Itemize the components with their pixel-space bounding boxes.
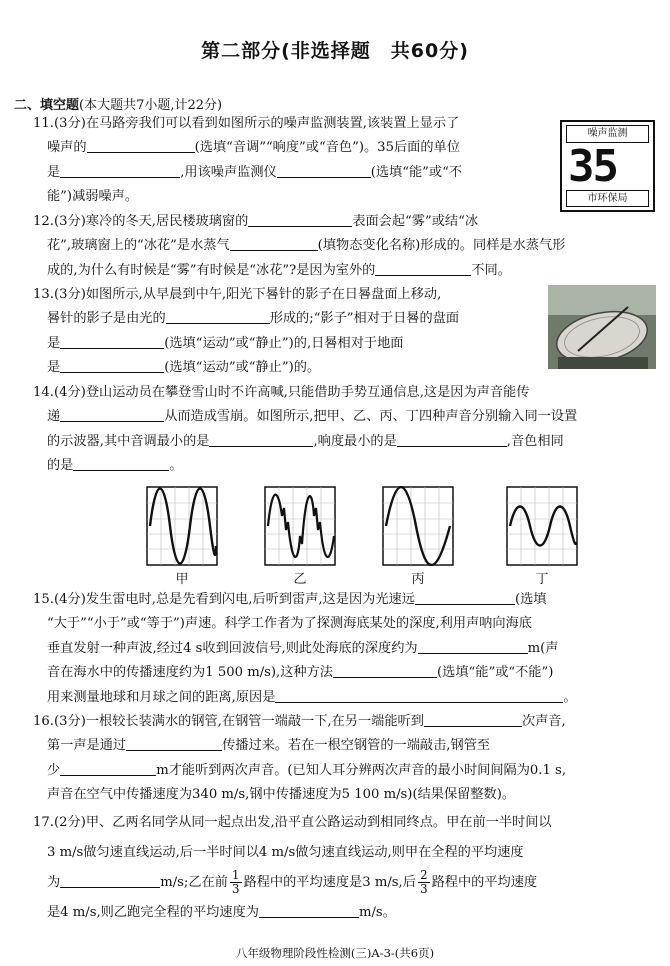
question-text: 是 xyxy=(47,164,61,180)
question-text: 发生雷电时,总是先看到闪电,后听到雷声,这是因为光速远 xyxy=(85,592,415,607)
question-text: (选填 xyxy=(514,592,547,607)
question-score: (4分) xyxy=(53,385,86,400)
answer-blank[interactable] xyxy=(60,407,164,422)
question-12 xyxy=(33,210,657,283)
waveform-jia xyxy=(146,486,218,566)
question-text: 是 xyxy=(47,360,61,376)
answer-blank[interactable] xyxy=(397,432,507,447)
fraction-two-thirds xyxy=(418,869,430,896)
answer-blank[interactable] xyxy=(166,309,270,324)
section-title: 二、填空题 xyxy=(14,98,80,113)
waveform-label: 甲 xyxy=(175,572,189,587)
monitor-footer: 市环保局 xyxy=(566,190,649,207)
answer-blank[interactable] xyxy=(418,639,528,654)
answer-blank[interactable] xyxy=(60,761,156,776)
question-text: ,音色相同 xyxy=(506,433,564,449)
question-number: 12. xyxy=(33,214,54,229)
question-text: (选填“运动”或“静止”)的,日晷相对于地面 xyxy=(164,335,404,351)
question-text: 为 xyxy=(47,875,61,890)
waveform-label: 乙 xyxy=(293,572,307,587)
answer-blank[interactable] xyxy=(209,432,313,447)
answer-blank[interactable] xyxy=(60,334,164,349)
waveform-bing xyxy=(382,486,454,566)
question-text: 第一声是通过 xyxy=(47,738,127,754)
question-text: 传播过来。若在一根空钢管的一端敲击,钢管至 xyxy=(222,738,491,754)
page-footer: 八年级物理阶段性检测(三)A-3-(共6页) xyxy=(235,946,435,960)
question-number: 11. xyxy=(33,116,54,131)
waveform-yi xyxy=(264,486,336,566)
answer-blank[interactable] xyxy=(248,212,352,227)
question-score: (3分) xyxy=(53,287,86,302)
fraction-one-third xyxy=(230,869,242,896)
question-text: 是 xyxy=(47,335,61,351)
answer-blank[interactable] xyxy=(60,163,180,178)
question-text: 形成的;“影子”相对于日晷的盘面 xyxy=(269,311,460,327)
answer-blank[interactable] xyxy=(87,138,195,153)
waveform-ding xyxy=(506,486,578,566)
question-text: “大于”“小于”或“等于”)声速。科学工作者为了探测海底某处的深度,利用声呐向海底 xyxy=(47,616,532,632)
question-text: (选填“运动”或“静止”)的。 xyxy=(164,360,321,376)
question-text: 音在海水中的传播速度约为1 500 m/s),这种方法 xyxy=(47,665,333,681)
question-text: 不同。 xyxy=(471,262,511,278)
question-text: 路程中的平均速度 xyxy=(431,875,538,890)
question-text: 。 xyxy=(169,458,183,474)
answer-blank[interactable] xyxy=(60,873,160,888)
question-17 xyxy=(33,808,657,928)
question-text: (填物态变化名称)形成的。同样是水蒸气形 xyxy=(317,238,566,254)
monitor-display: 35 xyxy=(568,144,622,190)
page-title: 第二部分(非选择题 共60分) xyxy=(201,40,469,62)
question-text: 次声音, xyxy=(521,714,566,729)
question-text: 花”,玻璃窗上的“冰花”是水蒸气 xyxy=(47,238,230,254)
question-text: 一根较长装满水的钢管,在钢管一端敲一下,在另一端能听到 xyxy=(85,714,424,729)
question-text: 从而造成雪崩。如图所示,把甲、乙、丙、丁四种声音分别输入同一设置 xyxy=(164,409,578,425)
answer-blank[interactable] xyxy=(73,456,169,471)
question-text: 路程中的平均速度是3 m/s,后 xyxy=(243,875,416,890)
monitor-header: 噪声监测 xyxy=(566,125,649,143)
question-number: 15. xyxy=(33,592,54,607)
question-text: m(声 xyxy=(527,640,559,656)
sky-area xyxy=(548,285,656,315)
question-text: ,用该噪声监测仪 xyxy=(180,164,277,180)
question-number: 16. xyxy=(33,714,54,729)
question-text: (选填“能”或“不能”) xyxy=(437,665,554,681)
answer-blank[interactable] xyxy=(415,590,515,605)
question-text: 甲、乙两名同学从同一起点出发,沿平直公路运动到相同终点。甲在前一半时间以 xyxy=(85,815,552,830)
question-score: (4分) xyxy=(53,592,86,607)
answer-blank[interactable] xyxy=(126,736,222,751)
question-16 xyxy=(33,710,657,808)
fraction-denominator: 3 xyxy=(231,882,240,896)
question-text: 声音在空气中传播速度为340 m/s,钢中传播速度为5 100 m/s)(结果保留整数)。 xyxy=(47,787,516,803)
answer-blank[interactable] xyxy=(230,236,318,251)
waveform-label: 丙 xyxy=(411,572,425,587)
sundial-image xyxy=(548,285,656,369)
answer-blank[interactable] xyxy=(60,358,164,373)
question-text: 登山运动员在攀登雪山时不许高喊,只能借助手势互通信息,这是因为声音能传 xyxy=(85,385,530,400)
sundial-base xyxy=(558,357,648,369)
section-note: (本大题共7小题,计22分) xyxy=(79,98,223,113)
fraction-numerator: 1 xyxy=(231,868,240,882)
section-heading xyxy=(14,94,222,113)
question-text: 能”)减弱噪声。 xyxy=(47,189,139,205)
question-score: (3分) xyxy=(53,214,86,229)
question-text: 是4 m/s,则乙跑完全程的平均速度为 xyxy=(47,905,259,920)
question-text: 的示波器,其中音调最小的是 xyxy=(47,433,210,449)
question-text: 寒冷的冬天,居民楼玻璃窗的 xyxy=(85,214,249,229)
question-text: 晷针的影子是由光的 xyxy=(47,311,166,327)
question-text: 少 xyxy=(47,762,61,778)
fraction-numerator: 2 xyxy=(419,868,428,882)
noise-monitor-image xyxy=(560,120,655,212)
waveform-label: 丁 xyxy=(535,572,549,587)
answer-blank[interactable] xyxy=(333,663,437,678)
question-text: 垂直发射一种声波,经过4 s收到回波信号,则此处海底的深度约为 xyxy=(47,640,418,656)
question-15 xyxy=(33,588,657,710)
question-11 xyxy=(33,112,545,210)
question-text: 用来测量地球和月球之间的距离,原因是 xyxy=(47,689,276,705)
question-text: 噪声的 xyxy=(47,140,87,156)
question-text: 的是 xyxy=(47,458,74,474)
question-score: (2分) xyxy=(53,815,86,830)
answer-blank[interactable] xyxy=(275,688,563,703)
answer-blank[interactable] xyxy=(375,261,471,276)
question-number: 13. xyxy=(33,287,54,302)
question-text: 在马路旁我们可以看到如图所示的噪声监测装置,该装置上显示了 xyxy=(85,116,460,131)
answer-blank[interactable] xyxy=(277,163,371,178)
question-text: 成的,为什么有时候是“雾”有时候是“冰花”?是因为室外的 xyxy=(47,262,376,278)
question-text: (选填“音调”“响度”或“音色”)。35后面的单位 xyxy=(194,140,460,156)
question-number: 17. xyxy=(33,815,54,830)
question-text: m才能听到两次声音。(已知人耳分辨两次声音的最小时间间隔为0.1 s, xyxy=(156,762,567,778)
question-text: ,响度最小的是 xyxy=(313,433,397,449)
question-text: 3 m/s做匀速直线运动,后一半时间以4 m/s做匀速直线运动,则甲在全程的平均速度 xyxy=(47,845,524,860)
question-score: (3分) xyxy=(53,116,86,131)
question-number: 14. xyxy=(33,385,54,400)
fraction-denominator: 3 xyxy=(419,882,428,896)
question-score: (3分) xyxy=(53,714,86,729)
question-text: 表面会起“雾”或结“冰 xyxy=(352,214,479,229)
answer-blank[interactable] xyxy=(259,903,359,918)
question-text: 如图所示,从早晨到中午,阳光下晷针的影子在日晷盘面上移动, xyxy=(85,287,442,302)
answer-blank[interactable] xyxy=(424,712,522,727)
question-14 xyxy=(33,381,657,479)
question-13 xyxy=(33,283,543,381)
question-text: 。 xyxy=(563,689,577,705)
question-text: m/s;乙在前 xyxy=(160,875,228,890)
question-text: (选填“能”或“不 xyxy=(370,164,463,180)
question-text: m/s。 xyxy=(358,905,396,920)
question-text: 递 xyxy=(47,409,61,425)
